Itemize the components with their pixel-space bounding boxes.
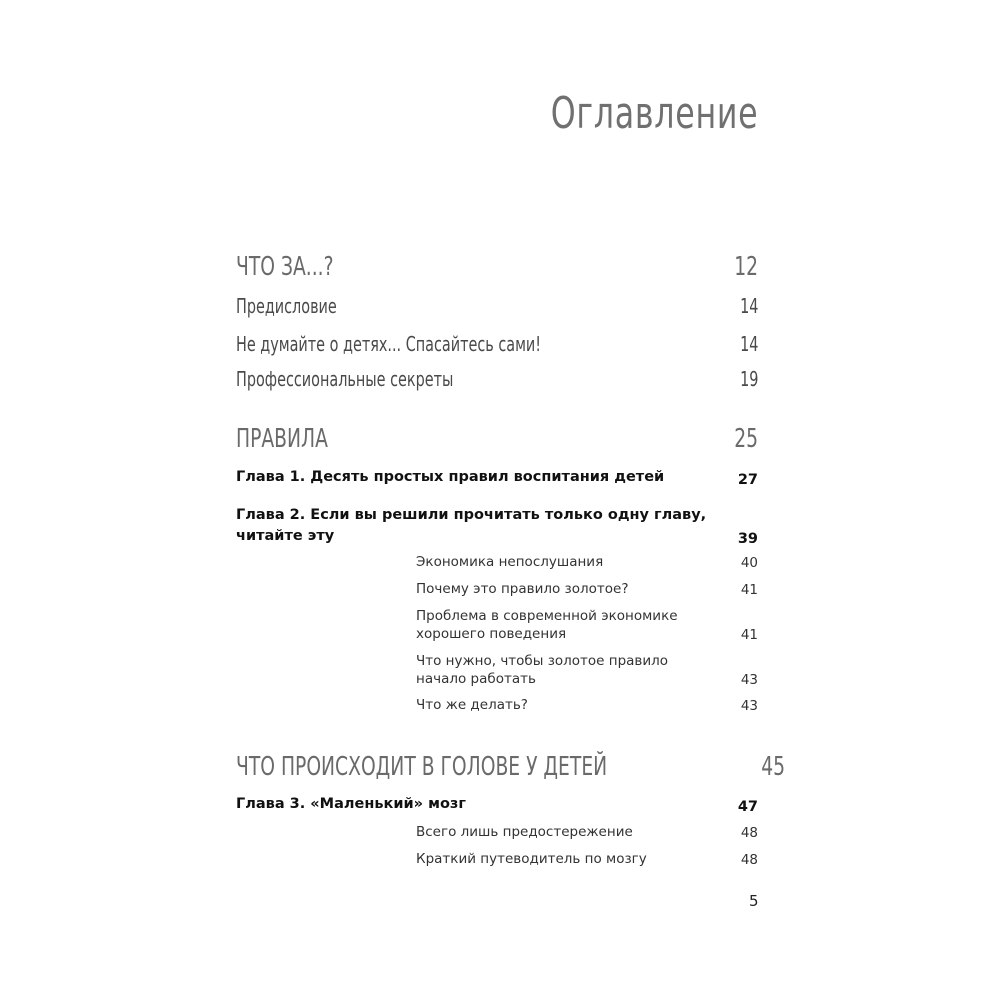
toc-page-number: 45 (760, 752, 785, 782)
toc-page-number: 25 (734, 424, 758, 454)
toc-page-number: 14 (739, 294, 758, 318)
toc-chapter-1[interactable] (236, 467, 758, 488)
toc-subsection[interactable] (416, 850, 758, 868)
toc-page-number: 19 (739, 367, 758, 391)
toc-page-number: 48 (740, 825, 758, 841)
toc-subsection-label: Краткий путеводитель по мозгу (416, 851, 647, 867)
toc-subsection[interactable] (416, 553, 758, 571)
toc-section-dont-think[interactable] (236, 332, 758, 356)
toc-page-number: 27 (737, 472, 758, 488)
toc-subsection-line: хорошего поведения (416, 626, 567, 642)
toc-part-intro[interactable] (236, 252, 758, 282)
toc-subsection[interactable] (416, 607, 758, 643)
toc-subsection-label: Что же делать? (416, 697, 528, 713)
toc-page-number: 40 (740, 555, 758, 571)
toc-part-label: ЧТО ПРОИСХОДИТ В ГОЛОВЕ У ДЕТЕЙ (236, 752, 608, 782)
toc-chapter-line: Глава 2. Если вы решили прочитать только одну главу, (236, 507, 707, 523)
toc-chapter-line: читайте эту (236, 528, 335, 544)
toc-section-label: Профессиональные секреты (236, 367, 454, 391)
toc-subsection-line: Что нужно, чтобы золотое правило (416, 653, 669, 669)
toc-section-label: Предисловие (236, 294, 337, 318)
page-number: 5 (749, 892, 759, 910)
toc-subsection[interactable] (416, 652, 758, 688)
toc-subsection-label: Всего лишь предостережение (416, 824, 633, 840)
toc-part-label: ЧТО ЗА...? (236, 252, 334, 282)
toc-section-label: Не думайте о детях... Спасайтесь сами! (236, 332, 542, 356)
toc-section-preface[interactable] (236, 294, 758, 318)
toc-subsection[interactable] (416, 696, 758, 714)
toc-page-number: 12 (734, 252, 758, 282)
toc-subsection-label (416, 652, 696, 688)
toc-page-number: 41 (740, 582, 758, 598)
toc-page-number: 47 (737, 799, 758, 815)
toc-subsection-label: Почему это правило золотое? (416, 581, 629, 597)
toc-chapter-label: Глава 3. «Маленький» мозг (236, 796, 466, 812)
toc-chapter-label: Глава 1. Десять простых правил воспитания детей (236, 469, 665, 485)
toc-subsection-line: начало работать (416, 671, 536, 687)
toc-page-number: 41 (740, 627, 758, 643)
toc-subsection-line: Проблема в современной экономике (416, 608, 678, 624)
toc-subsection-label: Экономика непослушания (416, 554, 604, 570)
toc-subsection[interactable] (416, 823, 758, 841)
toc-chapter-2[interactable] (236, 505, 758, 547)
toc-chapter-3[interactable] (236, 794, 758, 815)
toc-section-secrets[interactable] (236, 367, 758, 391)
toc-page-number: 14 (739, 332, 758, 356)
toc-page-number: 43 (740, 698, 758, 714)
page-title: Оглавление (550, 88, 758, 139)
toc-part-brain[interactable] (236, 752, 785, 782)
toc-page-number: 48 (740, 852, 758, 868)
toc-chapter-label (236, 505, 706, 547)
toc-page-number: 39 (737, 531, 758, 547)
toc-part-label: ПРАВИЛА (236, 424, 328, 454)
toc-subsection-label (416, 607, 696, 643)
toc-part-rules[interactable] (236, 424, 758, 454)
toc-page-number: 43 (740, 672, 758, 688)
toc-subsection[interactable] (416, 580, 758, 598)
